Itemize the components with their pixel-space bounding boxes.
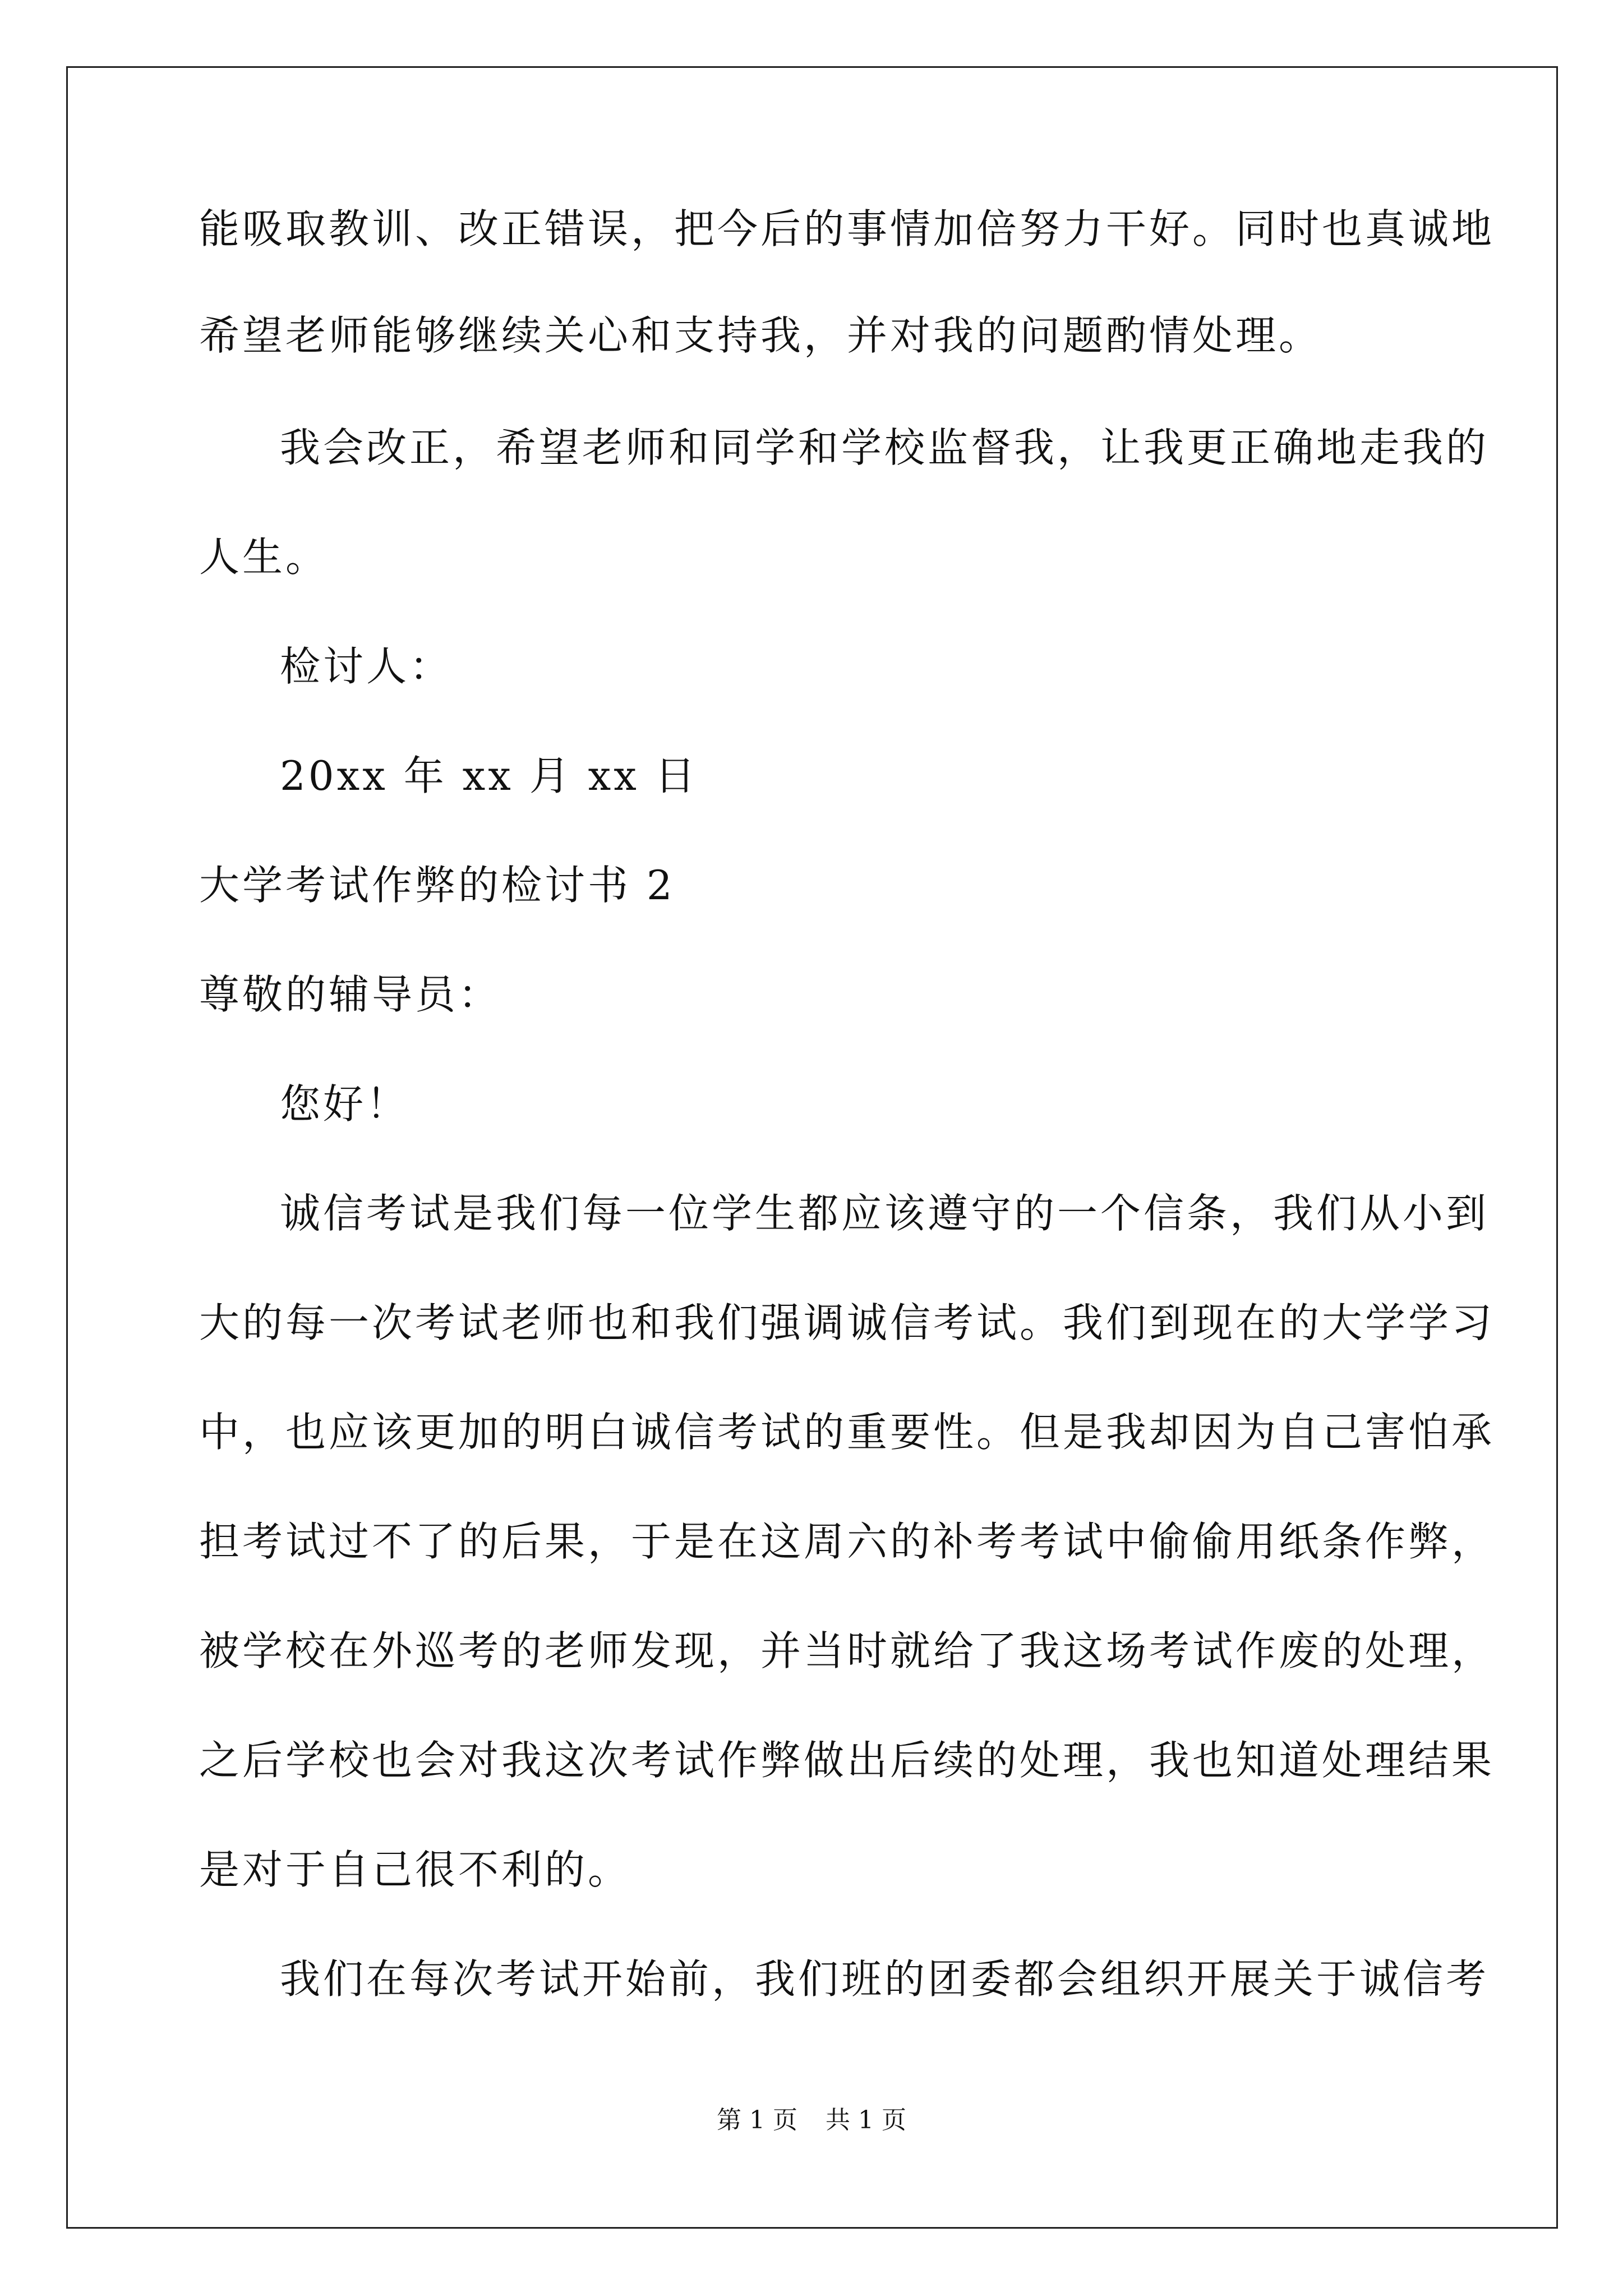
paragraph-start-line: 诚信考试是我们每一位学生都应该遵守的一个信条，我们从小到 [280,1190,1490,1237]
text-line: 人生。 [199,533,329,581]
salutation: 尊敬的辅导员： [199,971,502,1018]
page-number: 第 1 页 [717,2106,797,2134]
paragraph-start-line: 我会改正，希望老师和同学和学校监督我，让我更正确地走我的 [280,424,1490,471]
text-line: 希望老师能够继续关心和支持我，并对我的问题酌情处理。 [199,312,1322,359]
text-line: 大的每一次考试老师也和我们强调诚信考试。我们到现在的大学学习 [199,1299,1495,1346]
signature-label: 检讨人： [280,643,453,690]
text-line: 被学校在外巡考的老师发现，并当时就给了我这场考试作废的处理， [199,1627,1495,1674]
text-line: 能吸取教训、改正错误，把今后的事情加倍努力干好。同时也真诚地 [199,205,1495,252]
paragraph-start-line: 我们在每次考试开始前，我们班的团委都会组织开展关于诚信考 [280,1955,1490,2003]
page-border [66,66,1558,2229]
section-title: 大学考试作弊的检讨书 2 [199,862,675,909]
text-line: 担考试过不了的后果，于是在这周六的补考考试中偷偷用纸条作弊， [199,1518,1495,1565]
text-line: 之后学校也会对我这次考试作弊做出后续的处理，我也知道处理结果 [199,1737,1495,1784]
date-line: 20xx 年 xx 月 xx 日 [280,752,698,799]
page-total: 共 1 页 [826,2106,906,2134]
text-line: 是对于自己很不利的。 [199,1846,631,1893]
page-footer [0,2104,1623,2137]
greeting: 您好！ [280,1080,410,1128]
text-line: 中，也应该更加的明白诚信考试的重要性。但是我却因为自己害怕承 [199,1409,1495,1456]
